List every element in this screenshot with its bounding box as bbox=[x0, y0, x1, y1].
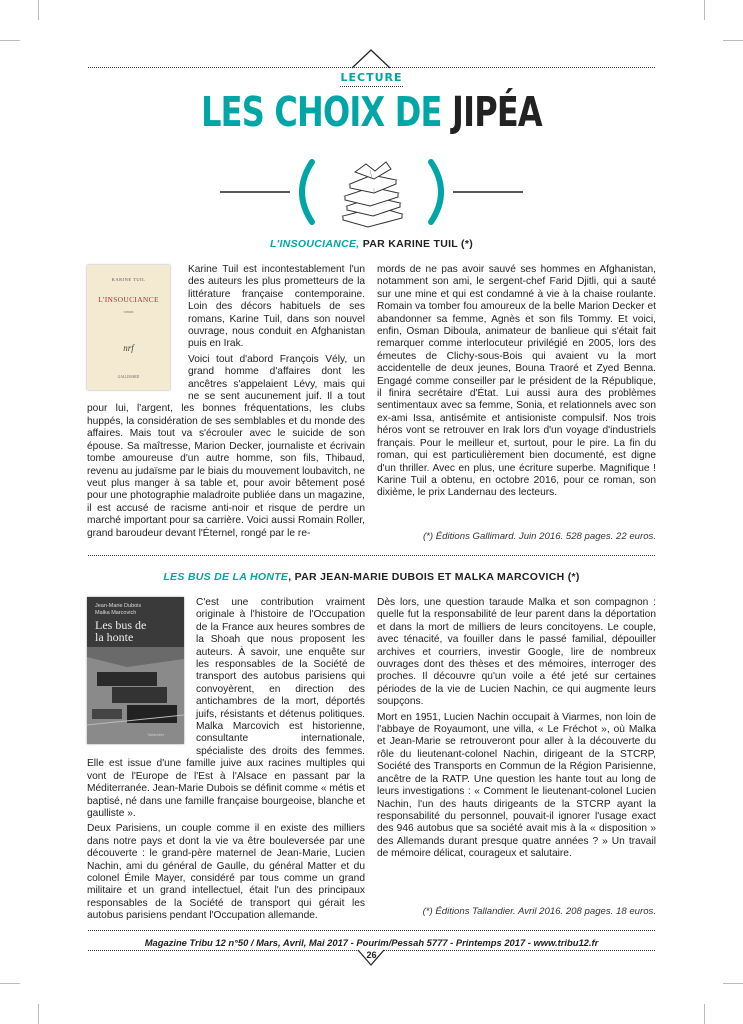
cover-authors: Jean-Marie Dubois Malka Marcovich bbox=[95, 603, 142, 616]
book-stack-icon bbox=[0, 150, 743, 230]
footer-rule-top bbox=[88, 930, 655, 931]
section2-column-left bbox=[87, 597, 365, 926]
section2-para: Deux Parisiens, un couple comme il en existe des milliers dans notre pays et dont la vie va être bouleversée par une découverte : le grand-père maternel de Jean-Marie, Lucien Nachin, ami du général de Gaulle, du général Matter et du colonel Émile Mayer, considéré par tous comme un grand militaire et un grand intellectuel, était l'un des principaux responsables de la Société de transport qui gérait les autobus parisiens pendant l'Occupation allemande. bbox=[87, 823, 365, 922]
rubric-label: LECTURE bbox=[340, 71, 403, 84]
page-number: 26 bbox=[366, 950, 377, 960]
section1-column-right bbox=[377, 264, 656, 503]
crop-mark bbox=[38, 1004, 39, 1024]
section2-book-title: LES BUS DE LA HONTE bbox=[163, 571, 289, 583]
page-title bbox=[82, 88, 662, 136]
section2-heading bbox=[0, 571, 743, 583]
cover-publisher: GALLIMARD bbox=[117, 375, 140, 379]
section2-para: Mort en 1951, Lucien Nachin occupait à Viarmes, non loin de l'abbaye de Royaumont, une villa, « Le Fréchot », où Malka et Jean-Marie se retrouveront pour aller à la découverte du rôle du lieutenant-colonel Nachin, dirigeant de la STCRP, Société des Transports en Commun de la Région Parisienne, ancêtre de la RATP. Une question les hante tout au long de leurs investigations : « Comment le lieutenant-colonel Lucien Nachin, l'un des hauts dirigeants de la STCRP ayant la responsabilité du personnel, pouvait-il ignorer l'usage exact des 946 autobus que sa société avait mis à la « disposition » des Allemands durant presque quatre années ? » Un travail de mémoire délicat, courageux et salutaire. bbox=[377, 711, 656, 860]
title-part-dark: JIPÉA bbox=[451, 88, 542, 136]
section1-para: Karine Tuil est incontestablement l'un des auteurs les plus prometteurs de la littérature française contemporaine. Loin des décors habituels de ses romans, Karine Tuil, dans son nouvel ouvrage, nous conduit en Afghanistan puis en Irak. bbox=[188, 264, 365, 350]
section1-heading bbox=[0, 238, 743, 250]
cover-float-spacer bbox=[87, 597, 196, 757]
section2-footnote: (*) Éditions Tallandier. Avril 2016. 208 pages. 18 euros. bbox=[422, 906, 656, 917]
section1-para: Voici tout d'abord François Vély, un grand homme d'affaires dont les ancêtres s'appelaient Lévy, mais qui ne se sent aucunement juif. Il a tout pour lui, l'argent, les bonnes fréquentations, les clubs huppés, la considération de ses semblables et du monde des affaires. Mais tout va s'écrouler avec le suicide de son épouse. Sa maîtresse, Marion Decker, journaliste et écrivain tombe amoureuse d'un autre homme, son fils, Thibaud, revenu au judaïsme par le biais du mouvement loubavitch, ne veut plus manger à sa table et, pour avoir bêtement posé pour une photographie maladroite publiée dans un magazine, il est accusé de racisme anti-noir et risque de perdre un marché important pour sa carrière. Voici aussi Romain Roller, grand baroudeur devant l'Éternel, rongé par le re- bbox=[87, 353, 365, 539]
nrf-logo: nrf bbox=[123, 343, 134, 353]
section1-para: mords de ne pas avoir sauvé ses hommes en Afghanistan, notamment son ami, le sergent-chef Farid Djitli, qui a sauté sur une mine et qui est condamné à vie à la chaise roulante. Romain va tomber fou amoureux de la belle Marion Decker et abandonner sa femme, Agnès et son fils Tommy. Et voici, enfin, Osman Diboula, animateur de banlieue qui s'était fait remarquer comme interlocuteur privilégié en 2005, lors des émeutes de Clichy-sous-Bois qui avaient vu la mort accidentelle de deux jeunes, Bouna Traoré et Zyed Benna. Engagé comme conseiller par le président de la République, il finira secrétaire d'État. Lui aussi aura des problèmes sentimentaux avec sa femme, Sonia, et relationnels avec son ex-ami Issa, antisémite et antisioniste compulsif. Nos trois héros vont se retrouver en Irak lors d'un voyage d'industriels français. Pour le meilleur et, surtout, pour le pire. La fin du roman, qui est particulièrement bien documenté, est digne d'un thriller. Avec en plus, une écriture superbe. Magnifique ! Karine Tuil a obtenu, en octobre 2016, pour ce roman, son dixième, le prix Landernau des lecteurs. bbox=[377, 264, 656, 499]
cover-title: Les bus de la honte bbox=[95, 618, 147, 644]
section-divider bbox=[88, 555, 655, 556]
title-part-teal: LES CHOIX DE bbox=[201, 88, 442, 136]
section1-footnote: (*) Éditions Gallimard. Juin 2016. 528 pages. 22 euros. bbox=[422, 531, 656, 542]
section1-book-title: L'INSOUCIANCE, bbox=[269, 238, 360, 250]
section1-author: PAR KARINE TUIL (*) bbox=[362, 238, 474, 250]
header-rule-bottom bbox=[340, 86, 403, 87]
cover-publisher: Tallandier bbox=[147, 732, 165, 737]
cover-author: KARINE TUIL bbox=[111, 277, 146, 282]
crop-mark bbox=[0, 983, 20, 984]
section2-para: Dès lors, une question taraude Malka et son compagnon : quelle fut la responsabilité de leur parent dans la déportation et dans la mort de milliers de leurs concitoyens. Le couple, avec ténacité, va fouiller dans le passé familial, dépouiller archives et courriers, investir Google, lire de nombreux ouvrages dont des thèses et des mémoires, interroger des proches. Il découvre qu'un voile a été jeté sur certaines périodes de la vie de Lucien Nachin, ce qui augmente leurs soupçons. bbox=[377, 597, 656, 708]
section2-para: C'est une contribution vraiment originale à l'histoire de l'Occupation de la France aux heures sombres de la Shoah que nous proposent les auteurs. À savoir, une enquête sur les responsables de la Société de transport des autobus parisiens qui convoyèrent, en direction des antichambres de la mort, déportés juifs, résistants et détenus politiques. Malka Marcovich est historienne, consultante internationale, spécialiste des droits des femmes. Elle est issue d'une famille juive aux racines multiples qui vont de l'Europe de l'Est à l'Alsace en passant par la Méditerranée. Jean-Marie Dubois se définit comme « métis et baptisé, né dans une famille française bourgeoise, blanche et gaulliste ». bbox=[87, 597, 366, 819]
section2-author: , PAR JEAN-MARIE DUBOIS ET MALKA MARCOVICH (*) bbox=[288, 571, 580, 583]
crop-mark bbox=[723, 983, 743, 984]
crop-mark bbox=[704, 1004, 705, 1024]
section2-column-right bbox=[377, 597, 656, 864]
cover-float-spacer bbox=[87, 264, 188, 394]
cover-title: L'INSOUCIANCE bbox=[98, 295, 159, 304]
section1-column-left bbox=[87, 264, 365, 543]
footer-text: Magazine Tribu 12 n°50 / Mars, Avril, Mai 2017 - Pourim/Pessah 5777 - Printemps 2017 - www.tribu12.fr bbox=[144, 937, 599, 948]
cover-genre: roman bbox=[123, 310, 134, 314]
